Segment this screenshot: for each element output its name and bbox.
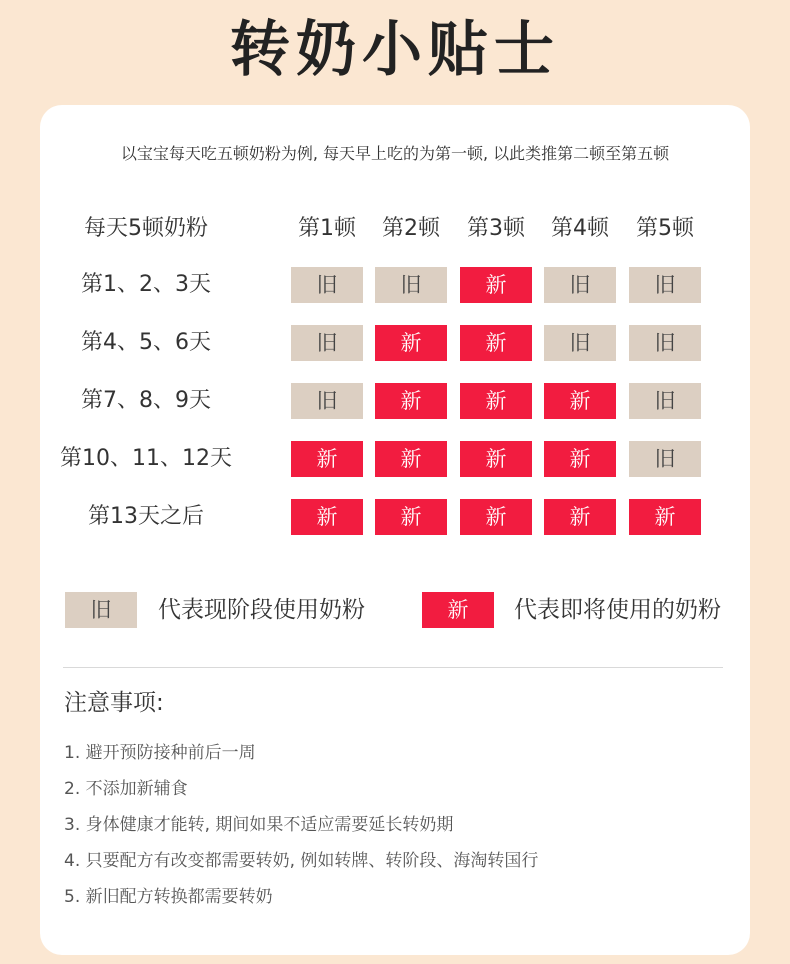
legend-new-swatch: 新 xyxy=(422,592,494,628)
cell-new-formula: 新 xyxy=(291,441,363,477)
column-header: 第3顿 xyxy=(467,216,525,241)
row-label: 第13天之后 xyxy=(88,504,204,529)
note-item: 3. 身体健康才能转, 期间如果不适应需要延长转奶期 xyxy=(64,815,454,835)
cell-old-formula: 旧 xyxy=(544,325,616,361)
cell-new-formula: 新 xyxy=(544,499,616,535)
cell-old-formula: 旧 xyxy=(629,383,701,419)
column-header: 第4顿 xyxy=(551,216,609,241)
cell-new-formula: 新 xyxy=(375,441,447,477)
cell-new-formula: 新 xyxy=(544,383,616,419)
table-corner-label: 每天5顿奶粉 xyxy=(84,216,208,241)
row-label: 第7、8、9天 xyxy=(81,388,211,413)
notes-title: 注意事项: xyxy=(64,690,164,716)
row-label: 第4、5、6天 xyxy=(81,330,211,355)
cell-old-formula: 旧 xyxy=(544,267,616,303)
cell-new-formula: 新 xyxy=(291,499,363,535)
cell-new-formula: 新 xyxy=(375,499,447,535)
cell-old-formula: 旧 xyxy=(291,383,363,419)
column-header: 第5顿 xyxy=(636,216,694,241)
cell-old-formula: 旧 xyxy=(629,441,701,477)
page-title: 转奶小贴士 xyxy=(230,15,560,85)
cell-new-formula: 新 xyxy=(460,383,532,419)
cell-old-formula: 旧 xyxy=(629,267,701,303)
cell-new-formula: 新 xyxy=(375,383,447,419)
legend-old-description: 代表现阶段使用奶粉 xyxy=(158,597,365,623)
cell-old-formula: 旧 xyxy=(291,267,363,303)
note-item: 4. 只要配方有改变都需要转奶, 例如转牌、转阶段、海淘转国行 xyxy=(64,851,539,871)
cell-old-formula: 旧 xyxy=(291,325,363,361)
cell-new-formula: 新 xyxy=(629,499,701,535)
divider xyxy=(63,667,723,668)
cell-new-formula: 新 xyxy=(544,441,616,477)
row-label: 第10、11、12天 xyxy=(60,446,232,471)
cell-new-formula: 新 xyxy=(375,325,447,361)
column-header: 第2顿 xyxy=(382,216,440,241)
intro-text: 以宝宝每天吃五顿奶粉为例, 每天早上吃的为第一顿, 以此类推第二顿至第五顿 xyxy=(120,144,670,163)
cell-new-formula: 新 xyxy=(460,325,532,361)
column-header: 第1顿 xyxy=(298,216,356,241)
note-item: 2. 不添加新辅食 xyxy=(64,779,188,799)
cell-new-formula: 新 xyxy=(460,499,532,535)
legend-old-swatch: 旧 xyxy=(65,592,137,628)
tips-card xyxy=(40,105,750,955)
legend-new-description: 代表即将使用的奶粉 xyxy=(514,597,721,623)
note-item: 5. 新旧配方转换都需要转奶 xyxy=(64,887,273,907)
cell-old-formula: 旧 xyxy=(629,325,701,361)
note-item: 1. 避开预防接种前后一周 xyxy=(64,743,256,763)
cell-new-formula: 新 xyxy=(460,441,532,477)
cell-new-formula: 新 xyxy=(460,267,532,303)
cell-old-formula: 旧 xyxy=(375,267,447,303)
row-label: 第1、2、3天 xyxy=(81,272,211,297)
